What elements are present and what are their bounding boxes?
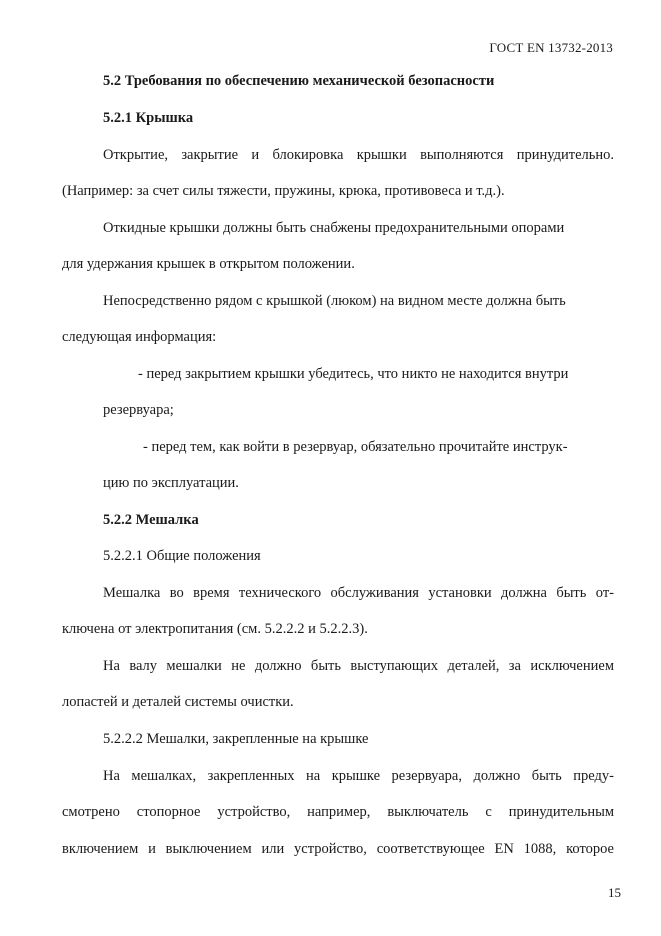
- paragraph-line: На валу мешалки не должно быть выступающих деталей, за исключением: [103, 658, 614, 674]
- paragraph-line: Мешалка во время технического обслуживания установки должна быть от-: [103, 585, 614, 601]
- paragraph-line: Непосредственно рядом с крышкой (люком) на видном месте должна быть: [103, 293, 566, 309]
- subsection-title: 5.2.1 Крышка: [103, 110, 194, 126]
- document-code-header: ГОСТ EN 13732-2013: [489, 40, 613, 55]
- paragraph-line: следующая информация:: [62, 329, 217, 345]
- subsection-title: 5.2.2 Мешалка: [103, 512, 199, 528]
- paragraph-line: Откидные крышки должны быть снабжены предохранительными опорами: [103, 220, 565, 236]
- page-number: 15: [608, 885, 621, 900]
- paragraph-line: лопастей и деталей системы очистки.: [62, 694, 294, 710]
- list-item-line: - перед тем, как войти в резервуар, обязательно прочитайте инструк-: [143, 439, 568, 455]
- subsubsection-title: 5.2.2.2 Мешалки, закрепленные на крышке: [103, 731, 369, 747]
- list-item-line: резервуара;: [103, 402, 174, 418]
- paragraph-line: (Например: за счет силы тяжести, пружины, крюка, противовеса и т.д.).: [62, 183, 505, 199]
- paragraph-line: ключена от электропитания (см. 5.2.2.2 и 5.2.2.3).: [62, 621, 368, 637]
- paragraph-line: смотрено стопорное устройство, например, выключатель с принудительным: [62, 804, 614, 820]
- section-title: 5.2 Требования по обеспечению механической безопасности: [103, 73, 495, 89]
- paragraph-line: На мешалках, закрепленных на крышке резервуара, должно быть преду-: [103, 768, 614, 784]
- paragraph-line: включением и выключением или устройство, соответствующее EN 1088, которое: [62, 841, 614, 857]
- subsubsection-title: 5.2.2.1 Общие положения: [103, 548, 261, 564]
- list-item-line: цию по эксплуатации.: [103, 475, 239, 491]
- list-item-line: - перед закрытием крышки убедитесь, что никто не находится внутри: [138, 366, 569, 382]
- paragraph-line: Открытие, закрытие и блокировка крышки выполняются принудительно.: [103, 147, 614, 163]
- paragraph-line: для удержания крышек в открытом положении.: [62, 256, 355, 272]
